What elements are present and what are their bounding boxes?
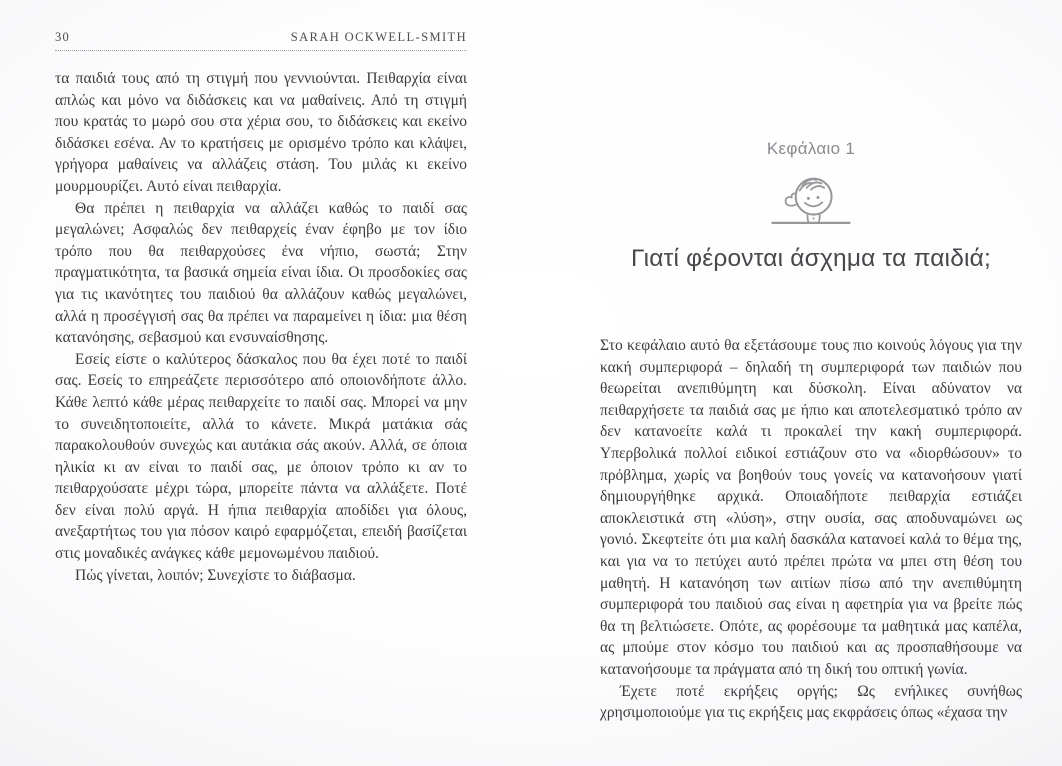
left-page <box>55 30 467 586</box>
paragraph: Στο κεφάλαιο αυτό θα εξετάσουμε τους πιο κοινούς λόγους για την κακή συμπεριφορά – δηλαδή τη συμπεριφορά των παιδιών που θεωρείται ανεπιθύμητη και δύσκολη. Είναι αδύνατον να πειθαρχήσετε τα παιδιά σας με ήπιο και αποτελεσματικό τρόπο αν δεν κατανοείτε καλά τι προκαλεί την κακή συμπεριφορά. Υπερβολικά πολλοί ειδικοί εστιάζουν στο να «διορθώσουν» το πρόβλημα, χωρίς να βοηθούν τους γονείς να κατανοήσουν γιατί δημιουργήθηκε αρχικά. Οποιαδήποτε πειθαρχία εστιάζει αποκλειστικά στη «λύση», στην ουσία, σας αποδυναμώνει ως γονιό. Σκεφτείτε ότι μια καλή δασκάλα κατανοεί καλά το θέμα της, και για να το πετύχει αυτό πρέπει πρώτα να μπει στη θέση του μαθητή. Η κατανόηση των αιτίων πίσω από την ανεπιθύμητη συμπεριφορά του παιδιού σας είναι η αφετηρία για να βρείτε πώς θα τη βελτιώσετε. Οπότε, ας φορέσουμε τα μαθητικά μας καπέλα, ας μπούμε στον κόσμο του παιδιού και ας προσπαθήσουμε να κατανοήσουμε τα πράγματα από τη δική του οπτική γωνία. <box>600 337 1022 678</box>
paragraph: Έχετε ποτέ εκρήξεις οργής; Ως ενήλικες συνήθως χρησιμοποιούμε για τις εκρήξεις μας εκφράσεις όπως «έχασα την <box>600 682 1022 722</box>
right-page <box>600 139 1022 724</box>
doodle-child-waving-icon <box>600 173 1022 229</box>
page-number: 30 <box>55 30 70 44</box>
paragraph: Εσείς είστε ο καλύτερος δάσκαλος που θα έχει ποτέ το παιδί σας. Εσείς το επηρεάζετε περισσότερο από οποιονδήποτε άλλο. Κάθε λεπτό κάθε μέρας πειθαρχείτε το παιδί σας. Μπορεί να μην το συνειδητοποιείτε, αλλά το κάνετε. Μικρά ματάκια σάς παρακολουθούν συνεχώς και αυτάκια σάς ακούν. Αλλά, σε όποια ηλικία κι αν είναι το παιδί σας, με όποιον τρόπο κι αν το πειθαρχούσατε μέχρι τώρα, μπορείτε πάντα να αλλάξετε. Ποτέ δεν είναι πολύ αργά. Η ήπια πειθαρχία αποδίδει για όλους, ανεξαρτήτως του για πόσον καιρό εφαρμόζεται, επειδή βασίζεται στις μοναδικές ανάγκες κάθε μεμονωμένου παιδιού. <box>55 350 467 563</box>
left-page-body-text <box>55 68 467 586</box>
right-page-body-text <box>600 335 1022 724</box>
paragraph: τα παιδιά τους από τη στιγμή που γεννιούνται. Πειθαρχία είναι απλώς και μόνο να διδάσκεις και να μαθαίνεις. Από τη στιγμή που κρατάς το μωρό σου στα χέρια σου, το διδάσκεις και εκείνο διδάσκει εσένα. Αν το κρατήσεις με ορισμένο τρόπο και κλάψει, γρήγορα μαθαίνεις να αλλάζεις στάση. Του μιλάς κι εκείνο μουρμουρίζει. Αυτό είναι πειθαρχία. <box>55 70 467 195</box>
paragraph: Πώς γίνεται, λοιπόν; Συνεχίστε το διάβασμα. <box>75 566 356 584</box>
page-header <box>55 30 467 51</box>
chapter-title: Γιατί φέρονται άσχημα τα παιδιά; <box>630 245 992 272</box>
chapter-number-label: Κεφάλαιο 1 <box>766 139 856 158</box>
paragraph: Θα πρέπει η πειθαρχία να αλλάζει καθώς το παιδί σας μεγαλώνει; Ασφαλώς δεν πειθαρχείς έναν έφηβο με τον ίδιο τρόπο που θα πειθαρχούσες ένα νήπιο, σωστά; Στην πραγματικότητα, τα βασικά σημεία είναι ίδια. Οι προσδοκίες σας για τις ικανότητες του παιδιού θα αλλάζουν καθώς μεγαλώνει, αλλά η προσέγγισή σας θα πρέπει να παραμείνει η ίδια: μια θέση κατανόησης, σεβασμού και ενσυναίσθησης. <box>55 199 467 347</box>
running-header-author: SARAH OCKWELL-SMITH <box>290 30 467 44</box>
